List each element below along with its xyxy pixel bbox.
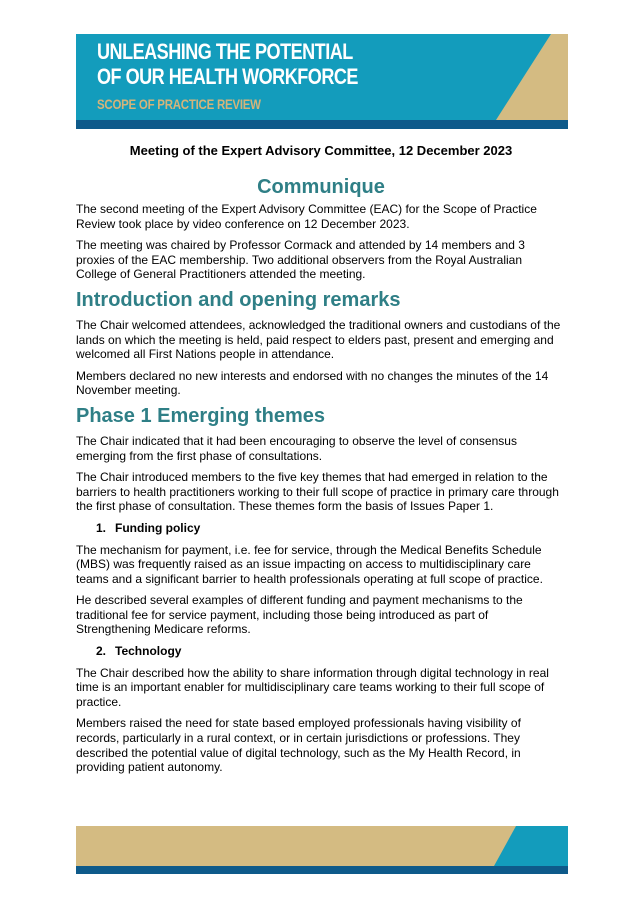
theme-2-paragraph-2: Members raised the need for state based employed professionals having visibility of records, particularly in a rural context, or in certain jurisdictions or professions. They described the potential value of digital technology, such as the My Health Record, in providing patient autonomy. [76, 716, 521, 775]
footer-graphic [76, 826, 568, 874]
phase1-paragraph-2: The Chair introduced members to the five key themes that had emerged in relation to the barriers to health practitioners working to their full scope of practice in primary care through the first phase of consultation. These themes form the basis of Issues Paper 1. [76, 470, 559, 514]
theme-1-paragraph-1: The mechanism for payment, i.e. fee for service, through the Medical Benefits Schedule (MBS) was frequently raised as an issue impacting on access to multidisciplinary care teams and a significant barrier to health professionals operating at full scope of practice. [76, 542, 543, 586]
intro-paragraph-1: The Chair welcomed attendees, acknowledged the traditional owners and custodians of the lands on which the meeting is held, paid respect to elders past, present and emerging and welcomed all First Nations people in attendance. [76, 317, 561, 362]
theme-1-title: Funding policy [115, 520, 201, 535]
theme-2-number: 2. [96, 644, 107, 659]
theme-2-heading [96, 644, 566, 659]
banner-subtitle: SCOPE OF PRACTICE REVIEW [97, 96, 261, 112]
communique-paragraph-2: The meeting was chaired by Professor Cormack and attended by 14 members and 3 proxies of the EAC membership. Two additional observers from the Royal Australian College of General Practitioners attended the meeting. [76, 238, 525, 282]
theme-2-paragraph-1: The Chair described how the ability to share information through digital technology in real time is an important enabler for multidisciplinary care teams working to their full scope of practice. [76, 665, 549, 709]
theme-1-heading [96, 521, 566, 536]
document-body [76, 143, 566, 782]
banner-title-line-2: OF OUR HEALTH WORKFORCE [97, 64, 358, 89]
communique-paragraph-1: The second meeting of the Expert Advisory Committee (EAC) for the Scope of Practice Review took place by video conference on 12 December 2023. [76, 202, 537, 231]
banner-title-line-1: UNLEASHING THE POTENTIAL [97, 39, 353, 64]
intro-heading: Introduction and opening remarks [76, 288, 401, 311]
theme-1-paragraph-2: He described several examples of different funding and payment mechanisms to the traditional fee for service payment, including those being introduced as part of Strengthening Medicare reforms. [76, 593, 523, 637]
phase1-heading: Phase 1 Emerging themes [76, 404, 325, 427]
intro-paragraph-2: Members declared no new interests and endorsed with no changes the minutes of the 14 November meeting. [76, 368, 549, 398]
meeting-line: Meeting of the Expert Advisory Committee, 12 December 2023 [129, 143, 513, 158]
banner-title [97, 39, 358, 89]
theme-2-title: Technology [115, 644, 182, 659]
footer-band [76, 826, 568, 874]
theme-1-number: 1. [96, 520, 107, 535]
communique-heading: Communique [257, 176, 385, 198]
phase1-paragraph-1: The Chair indicated that it had been encouraging to observe the level of consensus emerging from the first phase of consultations. [76, 433, 517, 463]
